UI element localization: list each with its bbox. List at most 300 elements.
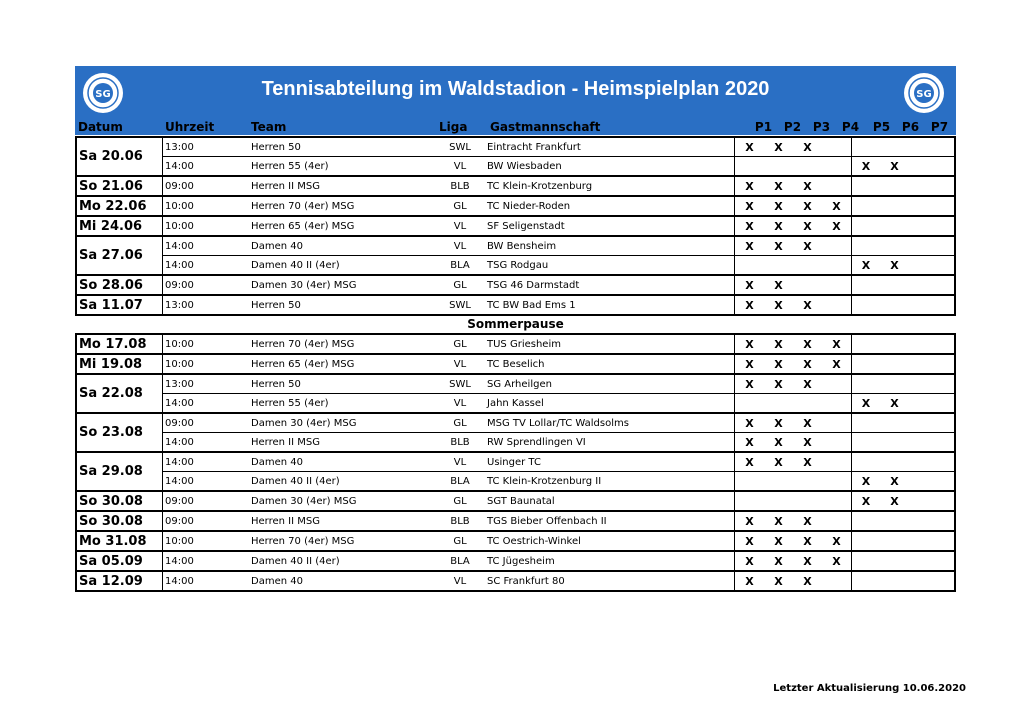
column-header-row <box>75 119 956 135</box>
court-p4-mark <box>822 256 851 274</box>
match-time: 14:00 <box>165 575 194 587</box>
match-row <box>163 432 954 451</box>
match-date: Sa 20.06 <box>77 138 163 175</box>
home-team: Herren 70 (4er) MSG <box>251 338 355 350</box>
court-p1-mark: X <box>745 140 754 154</box>
court-p7-mark <box>909 237 938 255</box>
match-date: So 28.06 <box>77 276 163 294</box>
league: GL <box>453 279 467 291</box>
match-day <box>77 274 954 294</box>
match-time: 10:00 <box>165 200 194 212</box>
court-p2-mark: X <box>774 514 783 528</box>
court-p7-mark <box>909 276 938 294</box>
court-p6-mark <box>880 237 909 255</box>
court-p4-mark: X <box>832 534 841 548</box>
match-time: 14:00 <box>165 397 194 409</box>
court-p1-mark: X <box>745 377 754 391</box>
court-p6-mark <box>880 177 909 195</box>
match-time: 14:00 <box>165 160 194 172</box>
court-p1-mark: X <box>745 199 754 213</box>
court-p4-mark <box>822 177 851 195</box>
court-p6-mark <box>880 197 909 215</box>
league: SWL <box>449 299 471 311</box>
court-p1-mark: X <box>745 416 754 430</box>
match-time: 13:00 <box>165 378 194 390</box>
match-row <box>163 237 954 255</box>
league: VL <box>453 358 467 370</box>
court-p3-mark: X <box>803 298 812 312</box>
court-p3-mark: X <box>803 554 812 568</box>
court-p5-mark <box>851 375 880 393</box>
court-p5-mark <box>851 552 880 570</box>
match-day <box>77 510 954 530</box>
court-p7-mark <box>909 512 938 530</box>
match-date: So 21.06 <box>77 177 163 195</box>
court-p2-mark: X <box>774 534 783 548</box>
court-p6-mark <box>880 414 909 432</box>
home-team: Damen 30 (4er) MSG <box>251 495 357 507</box>
match-date: Mi 24.06 <box>77 217 163 235</box>
court-p5-mark <box>851 453 880 471</box>
match-time: 10:00 <box>165 535 194 547</box>
court-p3-mark: X <box>803 514 812 528</box>
court-p3-mark: X <box>803 199 812 213</box>
match-date: Mi 19.08 <box>77 355 163 373</box>
court-p5-mark: X <box>851 492 880 510</box>
home-team: Damen 30 (4er) MSG <box>251 279 357 291</box>
court-p5-mark: X <box>851 472 880 490</box>
summer-break-label: Sommerpause <box>467 317 564 331</box>
match-row <box>163 276 954 294</box>
match-day <box>77 294 954 314</box>
header-p3: P3 <box>812 120 831 134</box>
court-p7-mark <box>909 296 938 314</box>
page-title: Tennisabteilung im Waldstadion - Heimspielplan 2020 <box>261 78 770 100</box>
court-p3-mark: X <box>803 140 812 154</box>
header-gastmannschaft: Gastmannschaft <box>490 120 601 134</box>
league: VL <box>453 456 467 468</box>
court-p2-mark: X <box>774 199 783 213</box>
guest-team: SF Seligenstadt <box>483 217 735 235</box>
header-team: Team <box>251 120 287 134</box>
court-p4-mark: X <box>832 554 841 568</box>
court-p6-mark <box>880 296 909 314</box>
match-date: So 23.08 <box>77 414 163 451</box>
title-banner <box>75 66 956 119</box>
match-time: 13:00 <box>165 141 194 153</box>
match-day <box>77 138 954 175</box>
guest-team: TSG Rodgau <box>483 256 735 274</box>
court-p3-mark <box>793 394 822 412</box>
league: GL <box>453 417 467 429</box>
court-p7-mark <box>909 433 938 451</box>
court-p1-mark: X <box>745 278 754 292</box>
court-p6-mark <box>880 572 909 590</box>
match-day <box>77 215 954 235</box>
match-row <box>163 512 954 530</box>
court-p6-mark <box>880 552 909 570</box>
match-row <box>163 492 954 510</box>
guest-team: BW Wiesbaden <box>483 157 735 175</box>
court-p5-mark <box>851 177 880 195</box>
match-date: Mo 31.08 <box>77 532 163 550</box>
match-time: 14:00 <box>165 456 194 468</box>
match-day <box>77 195 954 215</box>
last-update-note: Letzter Aktualisierung 10.06.2020 <box>773 683 966 694</box>
match-row <box>163 335 954 353</box>
court-p2-mark: X <box>774 574 783 588</box>
home-team: Damen 30 (4er) MSG <box>251 417 357 429</box>
court-p6-mark <box>880 217 909 235</box>
league: GL <box>453 535 467 547</box>
court-p3-mark: X <box>803 435 812 449</box>
court-p4-mark <box>822 138 851 156</box>
league: BLB <box>450 515 470 527</box>
court-p6-mark: X <box>890 258 899 272</box>
match-date: Sa 11.07 <box>77 296 163 314</box>
match-row <box>163 138 954 156</box>
court-p2-mark <box>764 157 793 175</box>
court-p2-mark: X <box>774 435 783 449</box>
schedule-sheet <box>75 66 956 592</box>
court-p6-mark <box>880 532 909 550</box>
match-row <box>163 375 954 393</box>
court-p2-mark: X <box>774 554 783 568</box>
match-time: 09:00 <box>165 417 194 429</box>
home-team: Herren II MSG <box>251 436 320 448</box>
header-liga: Liga <box>439 120 468 134</box>
court-p3-mark: X <box>803 219 812 233</box>
court-p4-mark <box>822 414 851 432</box>
court-p3-mark: X <box>803 377 812 391</box>
guest-team: TC Jügesheim <box>483 552 735 570</box>
court-p2-mark: X <box>774 416 783 430</box>
match-day <box>77 490 954 510</box>
court-p4-mark <box>822 512 851 530</box>
match-day <box>77 235 954 274</box>
court-p7-mark <box>909 256 938 274</box>
home-team: Damen 40 <box>251 456 303 468</box>
league: SWL <box>449 141 471 153</box>
match-time: 10:00 <box>165 358 194 370</box>
match-row <box>163 572 954 590</box>
court-p4-mark: X <box>832 357 841 371</box>
match-date: Mo 17.08 <box>77 335 163 353</box>
match-row <box>163 177 954 195</box>
court-p6-mark: X <box>890 494 899 508</box>
league: BLB <box>450 180 470 192</box>
court-p2-mark: X <box>774 278 783 292</box>
court-p2-mark: X <box>774 179 783 193</box>
guest-team: TGS Bieber Offenbach II <box>483 512 735 530</box>
guest-team: SG Arheilgen <box>483 375 735 393</box>
header-p7: P7 <box>930 120 949 134</box>
home-team: Herren 70 (4er) MSG <box>251 200 355 212</box>
match-row <box>163 355 954 373</box>
court-p7-mark <box>909 138 938 156</box>
court-p3-mark: X <box>803 337 812 351</box>
match-time: 14:00 <box>165 475 194 487</box>
match-row <box>163 296 954 314</box>
match-row <box>163 453 954 471</box>
match-row <box>163 471 954 490</box>
court-p1-mark: X <box>745 239 754 253</box>
home-team: Damen 40 II (4er) <box>251 555 340 567</box>
header-uhrzeit: Uhrzeit <box>165 120 215 134</box>
court-p5-mark <box>851 355 880 373</box>
match-date: Sa 27.06 <box>77 237 163 274</box>
header-p6: P6 <box>901 120 920 134</box>
home-team: Herren 50 <box>251 141 301 153</box>
league: GL <box>453 338 467 350</box>
court-p6-mark <box>880 512 909 530</box>
match-row <box>163 414 954 432</box>
court-p6-mark <box>880 335 909 353</box>
match-day <box>77 373 954 412</box>
match-time: 09:00 <box>165 279 194 291</box>
guest-team: TC BW Bad Ems 1 <box>483 296 735 314</box>
guest-team: TC Klein-Krotzenburg II <box>483 472 735 490</box>
court-p7-mark <box>909 492 938 510</box>
club-logo-right <box>903 72 945 114</box>
court-p6-mark <box>880 138 909 156</box>
match-date: So 30.08 <box>77 492 163 510</box>
match-day <box>77 530 954 550</box>
schedule-block-august-september <box>75 333 956 592</box>
court-p7-mark <box>909 532 938 550</box>
court-p3-mark <box>793 276 822 294</box>
court-p4-mark: X <box>832 199 841 213</box>
guest-team: Usinger TC <box>483 453 735 471</box>
league: VL <box>453 397 467 409</box>
svg-text:SG: SG <box>916 89 932 100</box>
court-p1-mark: X <box>745 574 754 588</box>
match-date: So 30.08 <box>77 512 163 530</box>
header-p5: P5 <box>872 120 891 134</box>
home-team: Herren 55 (4er) <box>251 160 329 172</box>
court-p1-mark: X <box>745 298 754 312</box>
court-p1-mark <box>735 472 764 490</box>
schedule-block-june-july <box>75 136 956 316</box>
court-p6-mark <box>880 276 909 294</box>
match-time: 09:00 <box>165 495 194 507</box>
court-p7-mark <box>909 375 938 393</box>
match-day <box>77 353 954 373</box>
court-p2-mark <box>764 492 793 510</box>
court-p2-mark: X <box>774 337 783 351</box>
guest-team: TSG 46 Darmstadt <box>483 276 735 294</box>
match-day <box>77 412 954 451</box>
court-p5-mark <box>851 276 880 294</box>
match-time: 10:00 <box>165 220 194 232</box>
court-p2-mark: X <box>774 377 783 391</box>
court-p7-mark <box>909 453 938 471</box>
guest-team: TC Nieder-Roden <box>483 197 735 215</box>
court-p3-mark: X <box>803 179 812 193</box>
match-date: Sa 29.08 <box>77 453 163 490</box>
court-p7-mark <box>909 572 938 590</box>
home-team: Herren 55 (4er) <box>251 397 329 409</box>
court-p1-mark <box>735 394 764 412</box>
court-p6-mark <box>880 453 909 471</box>
match-day <box>77 451 954 490</box>
court-p4-mark <box>822 453 851 471</box>
match-row <box>163 552 954 570</box>
league: SWL <box>449 378 471 390</box>
home-team: Herren 65 (4er) MSG <box>251 358 355 370</box>
league: BLA <box>450 475 470 487</box>
home-team: Herren 50 <box>251 299 301 311</box>
match-row <box>163 532 954 550</box>
svg-text:SG: SG <box>95 89 111 100</box>
league: BLB <box>450 436 470 448</box>
header-p4: P4 <box>841 120 860 134</box>
match-day <box>77 175 954 195</box>
league: BLA <box>450 555 470 567</box>
league: VL <box>453 575 467 587</box>
match-row <box>163 156 954 175</box>
court-p7-mark <box>909 177 938 195</box>
court-p4-mark: X <box>832 219 841 233</box>
court-p5-mark <box>851 237 880 255</box>
match-time: 14:00 <box>165 240 194 252</box>
court-p7-mark <box>909 355 938 373</box>
league: BLA <box>450 259 470 271</box>
court-p1-mark: X <box>745 357 754 371</box>
court-p1-mark: X <box>745 534 754 548</box>
match-date: Mo 22.06 <box>77 197 163 215</box>
court-p1-mark <box>735 256 764 274</box>
court-p5-mark <box>851 532 880 550</box>
home-team: Herren II MSG <box>251 180 320 192</box>
court-p5-mark <box>851 335 880 353</box>
court-p5-mark <box>851 572 880 590</box>
court-p2-mark: X <box>774 298 783 312</box>
match-time: 14:00 <box>165 436 194 448</box>
court-p4-mark <box>822 394 851 412</box>
court-p4-mark <box>822 472 851 490</box>
court-p3-mark: X <box>803 239 812 253</box>
home-team: Damen 40 <box>251 240 303 252</box>
court-p5-mark <box>851 197 880 215</box>
match-row <box>163 393 954 412</box>
guest-team: Eintracht Frankfurt <box>483 138 735 156</box>
match-time: 13:00 <box>165 299 194 311</box>
guest-team: TC Beselich <box>483 355 735 373</box>
court-p7-mark <box>909 335 938 353</box>
home-team: Damen 40 II (4er) <box>251 259 340 271</box>
match-day <box>77 335 954 353</box>
court-p1-mark: X <box>745 179 754 193</box>
home-team: Herren 50 <box>251 378 301 390</box>
court-p5-mark <box>851 433 880 451</box>
court-p3-mark <box>793 492 822 510</box>
header-datum: Datum <box>78 120 123 134</box>
court-p7-mark <box>909 472 938 490</box>
header-p2: P2 <box>783 120 802 134</box>
match-date: Sa 05.09 <box>77 552 163 570</box>
match-row <box>163 255 954 274</box>
league: GL <box>453 495 467 507</box>
league: VL <box>453 220 467 232</box>
court-p4-mark <box>822 157 851 175</box>
court-p6-mark: X <box>890 396 899 410</box>
match-day <box>77 570 954 590</box>
match-time: 10:00 <box>165 338 194 350</box>
court-p1-mark: X <box>745 455 754 469</box>
court-p5-mark: X <box>851 394 880 412</box>
court-p2-mark <box>764 394 793 412</box>
court-p7-mark <box>909 197 938 215</box>
court-p4-mark <box>822 276 851 294</box>
court-p1-mark: X <box>745 219 754 233</box>
court-p5-mark <box>851 414 880 432</box>
court-p1-mark: X <box>745 435 754 449</box>
court-p6-mark: X <box>890 474 899 488</box>
court-p4-mark <box>822 492 851 510</box>
league: GL <box>453 200 467 212</box>
guest-team: BW Bensheim <box>483 237 735 255</box>
guest-team: SGT Baunatal <box>483 492 735 510</box>
court-p6-mark <box>880 433 909 451</box>
court-p5-mark <box>851 296 880 314</box>
court-p4-mark <box>822 237 851 255</box>
court-p5-mark <box>851 138 880 156</box>
match-day <box>77 550 954 570</box>
court-p5-mark: X <box>851 157 880 175</box>
court-p4-mark <box>822 433 851 451</box>
match-row <box>163 217 954 235</box>
court-p3-mark: X <box>803 574 812 588</box>
court-p7-mark <box>909 217 938 235</box>
court-p1-mark: X <box>745 554 754 568</box>
court-p6-mark <box>880 375 909 393</box>
court-p2-mark: X <box>774 219 783 233</box>
court-p6-mark: X <box>890 159 899 173</box>
court-p2-mark: X <box>774 357 783 371</box>
league: VL <box>453 240 467 252</box>
home-team: Herren II MSG <box>251 515 320 527</box>
court-p7-mark <box>909 394 938 412</box>
court-p3-mark <box>793 256 822 274</box>
match-time: 09:00 <box>165 515 194 527</box>
court-p7-mark <box>909 552 938 570</box>
home-team: Herren 65 (4er) MSG <box>251 220 355 232</box>
match-time: 14:00 <box>165 555 194 567</box>
league: VL <box>453 160 467 172</box>
court-p3-mark <box>793 472 822 490</box>
court-p3-mark: X <box>803 357 812 371</box>
guest-team: TUS Griesheim <box>483 335 735 353</box>
guest-team: TC Klein-Krotzenburg <box>483 177 735 195</box>
court-p3-mark: X <box>803 455 812 469</box>
guest-team: TC Oestrich-Winkel <box>483 532 735 550</box>
home-team: Damen 40 II (4er) <box>251 475 340 487</box>
match-time: 14:00 <box>165 259 194 271</box>
match-time: 09:00 <box>165 180 194 192</box>
match-date: Sa 22.08 <box>77 375 163 412</box>
court-p2-mark: X <box>774 140 783 154</box>
court-p1-mark: X <box>745 337 754 351</box>
court-p6-mark <box>880 355 909 373</box>
court-p1-mark <box>735 492 764 510</box>
court-p4-mark <box>822 296 851 314</box>
court-p4-mark <box>822 375 851 393</box>
header-p1: P1 <box>754 120 773 134</box>
match-row <box>163 197 954 215</box>
court-p2-mark: X <box>774 455 783 469</box>
court-p2-mark <box>764 256 793 274</box>
